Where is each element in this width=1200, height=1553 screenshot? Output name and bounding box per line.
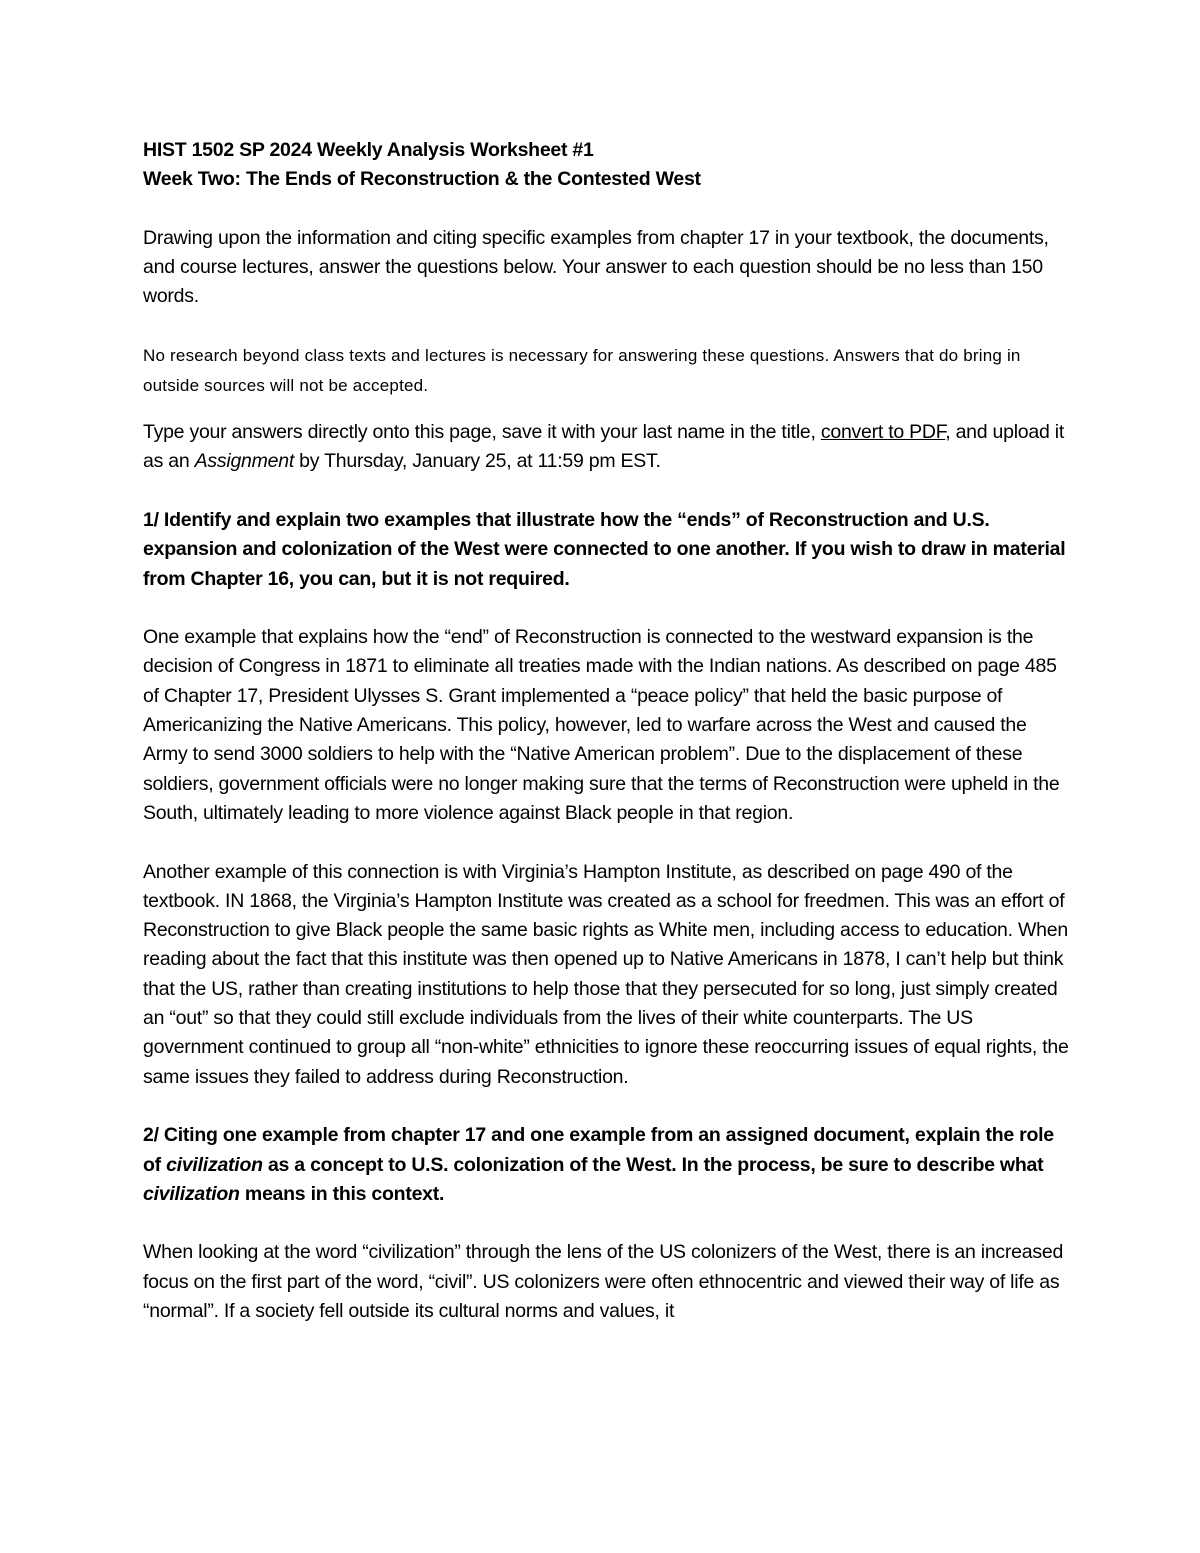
spacer xyxy=(143,195,1073,224)
answer-1-paragraph-1: One example that explains how the “end” of Reconstruction is connected to the westward expansion is the decision of Congress in 1871 to eliminate all treaties made with the Indian nations. As described on page 485 of Chapter 17, President Ulysses S. Grant implemented a “peace policy” that held the basic purpose of Americanizing the Native Americans. This policy, however, led to warfare across the West and caused the Army to send 3000 soldiers to help with the “Native American problem”. Due to the displacement of these soldiers, government officials were no longer making sure that the terms of Reconstruction were upheld in the South, ultimately leading to more violence against Black people in that region. xyxy=(143,626,1060,824)
question-2-part-2: as a concept to U.S. colonization of the West. In the process, be sure to describe what xyxy=(262,1153,1044,1176)
question-2 xyxy=(143,1121,1073,1209)
answer-2-paragraph-1: When looking at the word “civilization” through the lens of the US colonizers of the West, there is an increased focus on the first part of the word, “civil”. US colonizers were often ethnocentric and viewed their way of life as “normal”. If a society fell outside its cultural norms and values, it xyxy=(143,1241,1064,1322)
question-2-italic-1: civilization xyxy=(166,1153,263,1176)
spacer xyxy=(143,312,1073,341)
spacer xyxy=(143,828,1073,857)
worksheet-title: HIST 1502 SP 2024 Weekly Analysis Worksheet #1 xyxy=(143,139,594,161)
research-note: No research beyond class texts and lectures is necessary for answering these questions. Answers that do bring in outside sources will not be accepted. xyxy=(143,346,1021,395)
answer-1-paragraph-2: Another example of this connection is with Virginia’s Hampton Institute, as described on page 490 of the textbook. IN 1868, the Virginia’s Hampton Institute was created as a school for freedmen. This was an effort of Reconstruction to give Black people the same basic rights as White men, including access to education. When reading about the fact that this institute was then opened up to Native Americans in 1878, I can’t help but think that the US, rather than creating institutions to help those that they persecuted for so long, just simply created an “out” so that they could still exclude individuals from the lives of their white counterparts. The US government continued to group all “non-white” ethnicities to ignore these reoccurring issues of equal rights, the same issues they failed to address during Reconstruction. xyxy=(143,860,1069,1088)
spacer xyxy=(143,477,1073,506)
convert-to-pdf-link[interactable]: convert to PDF xyxy=(820,421,946,444)
spacer xyxy=(143,400,1073,418)
submission-instructions xyxy=(143,418,1073,477)
spacer xyxy=(143,1209,1073,1238)
question-1: 1/ Identify and explain two examples that illustrate how the “ends” of Reconstruction and U.S. expansion and colonization of the West were connected to one another. If you wish to draw in material from Chapter 16, you can, but it is not required. xyxy=(143,508,1066,590)
document-page xyxy=(143,136,1073,1326)
question-2-part-1: 2/ Citing one example from chapter 17 and one example from an assigned document, explain the role of xyxy=(143,1124,1054,1176)
question-2-part-3: means in this context. xyxy=(239,1182,445,1205)
instructions-text-start: Type your answers directly onto this page, save it with your last name in the title, xyxy=(143,421,821,444)
instructions-text-end: by Thursday, January 25, at 11:59 pm EST. xyxy=(294,450,661,473)
worksheet-subtitle: Week Two: The Ends of Reconstruction & the Contested West xyxy=(143,168,701,191)
intro-paragraph: Drawing upon the information and citing specific examples from chapter 17 in your textbook, the documents, and course lectures, answer the questions below. Your answer to each question should be no less than 150 words. xyxy=(143,226,1049,308)
assignment-word: Assignment xyxy=(194,450,295,473)
spacer xyxy=(143,1092,1073,1121)
question-2-italic-2: civilization xyxy=(143,1182,240,1205)
instructions-text-middle: , and upload it as an xyxy=(143,421,1064,473)
spacer xyxy=(143,594,1073,623)
